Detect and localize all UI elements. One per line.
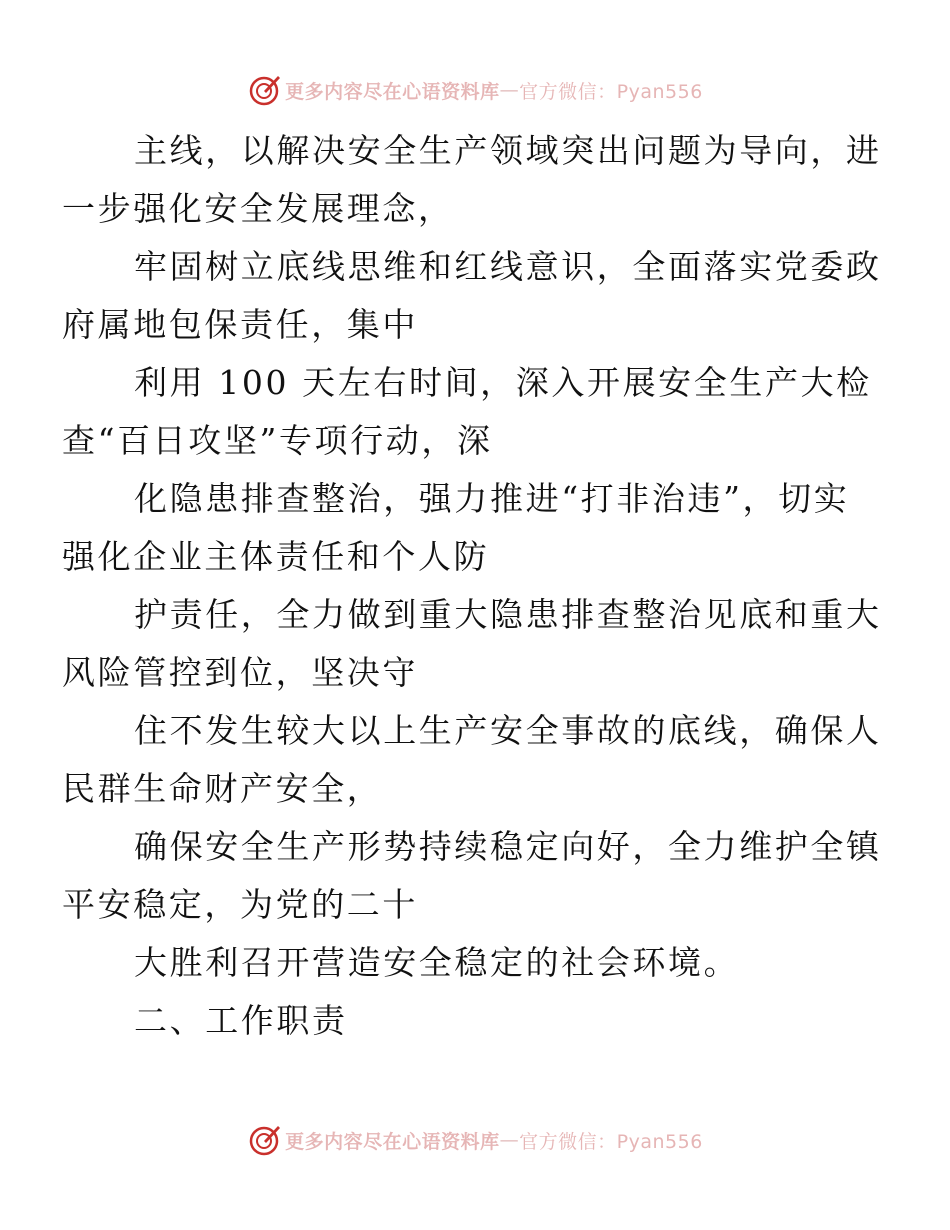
paragraph-line: 牢固树立底线思维和红线意识，全面落实党委政 <box>134 247 882 286</box>
paragraph <box>62 818 882 934</box>
paragraph-line: 查“百日攻坚”专项行动，深 <box>62 421 493 460</box>
section-heading <box>98 992 858 1050</box>
paragraph <box>62 122 882 238</box>
watermark-wechat-text: 官方微信：Pyan556 <box>519 1130 703 1153</box>
paragraph <box>62 354 872 470</box>
paragraph-line: 利用 100 天左右时间，深入开展安全生产大检 <box>134 363 872 402</box>
footer-watermark <box>0 1120 950 1160</box>
paragraph-line: 化隐患排查整治，强力推进“打非治违”，切实 <box>134 479 850 518</box>
pen-logo-icon <box>247 73 281 107</box>
section-heading-text: 二、工作职责 <box>134 1001 348 1040</box>
watermark-dash: — <box>499 79 520 101</box>
paragraph-line: 风险管控到位，坚决守 <box>62 653 418 692</box>
paragraph-line: 主线，以解决安全生产领域突出问题为导向，进 <box>134 131 882 170</box>
paragraph-line: 确保安全生产形势持续稳定向好，全力维护全镇 <box>134 827 882 866</box>
paragraph-line: 平安稳定，为党的二十 <box>62 885 418 924</box>
paragraph <box>62 586 882 702</box>
paragraph-line: 府属地包保责任，集中 <box>62 305 418 344</box>
watermark-wechat-text: 官方微信：Pyan556 <box>519 80 703 103</box>
header-watermark <box>0 70 950 110</box>
paragraph-line: 住不发生较大以上生产安全事故的底线，确保人 <box>134 711 882 750</box>
paragraph <box>62 238 882 354</box>
paragraph <box>62 470 858 586</box>
watermark-main-text: 更多内容尽在心语资料库 <box>285 80 500 103</box>
paragraph-line: 一步强化安全发展理念， <box>62 189 454 228</box>
paragraph-line: 大胜利召开营造安全稳定的社会环境。 <box>134 943 740 982</box>
paragraph <box>98 934 858 992</box>
pen-logo-icon <box>247 1123 281 1157</box>
paragraph <box>62 702 882 818</box>
watermark-dash: — <box>499 1129 520 1151</box>
watermark-main-text: 更多内容尽在心语资料库 <box>285 1130 500 1153</box>
paragraph-line: 民群生命财产安全， <box>62 769 383 808</box>
paragraph-line: 护责任，全力做到重大隐患排查整治见底和重大 <box>134 595 882 634</box>
document-body <box>62 122 882 1050</box>
paragraph-line: 强化企业主体责任和个人防 <box>62 537 490 576</box>
